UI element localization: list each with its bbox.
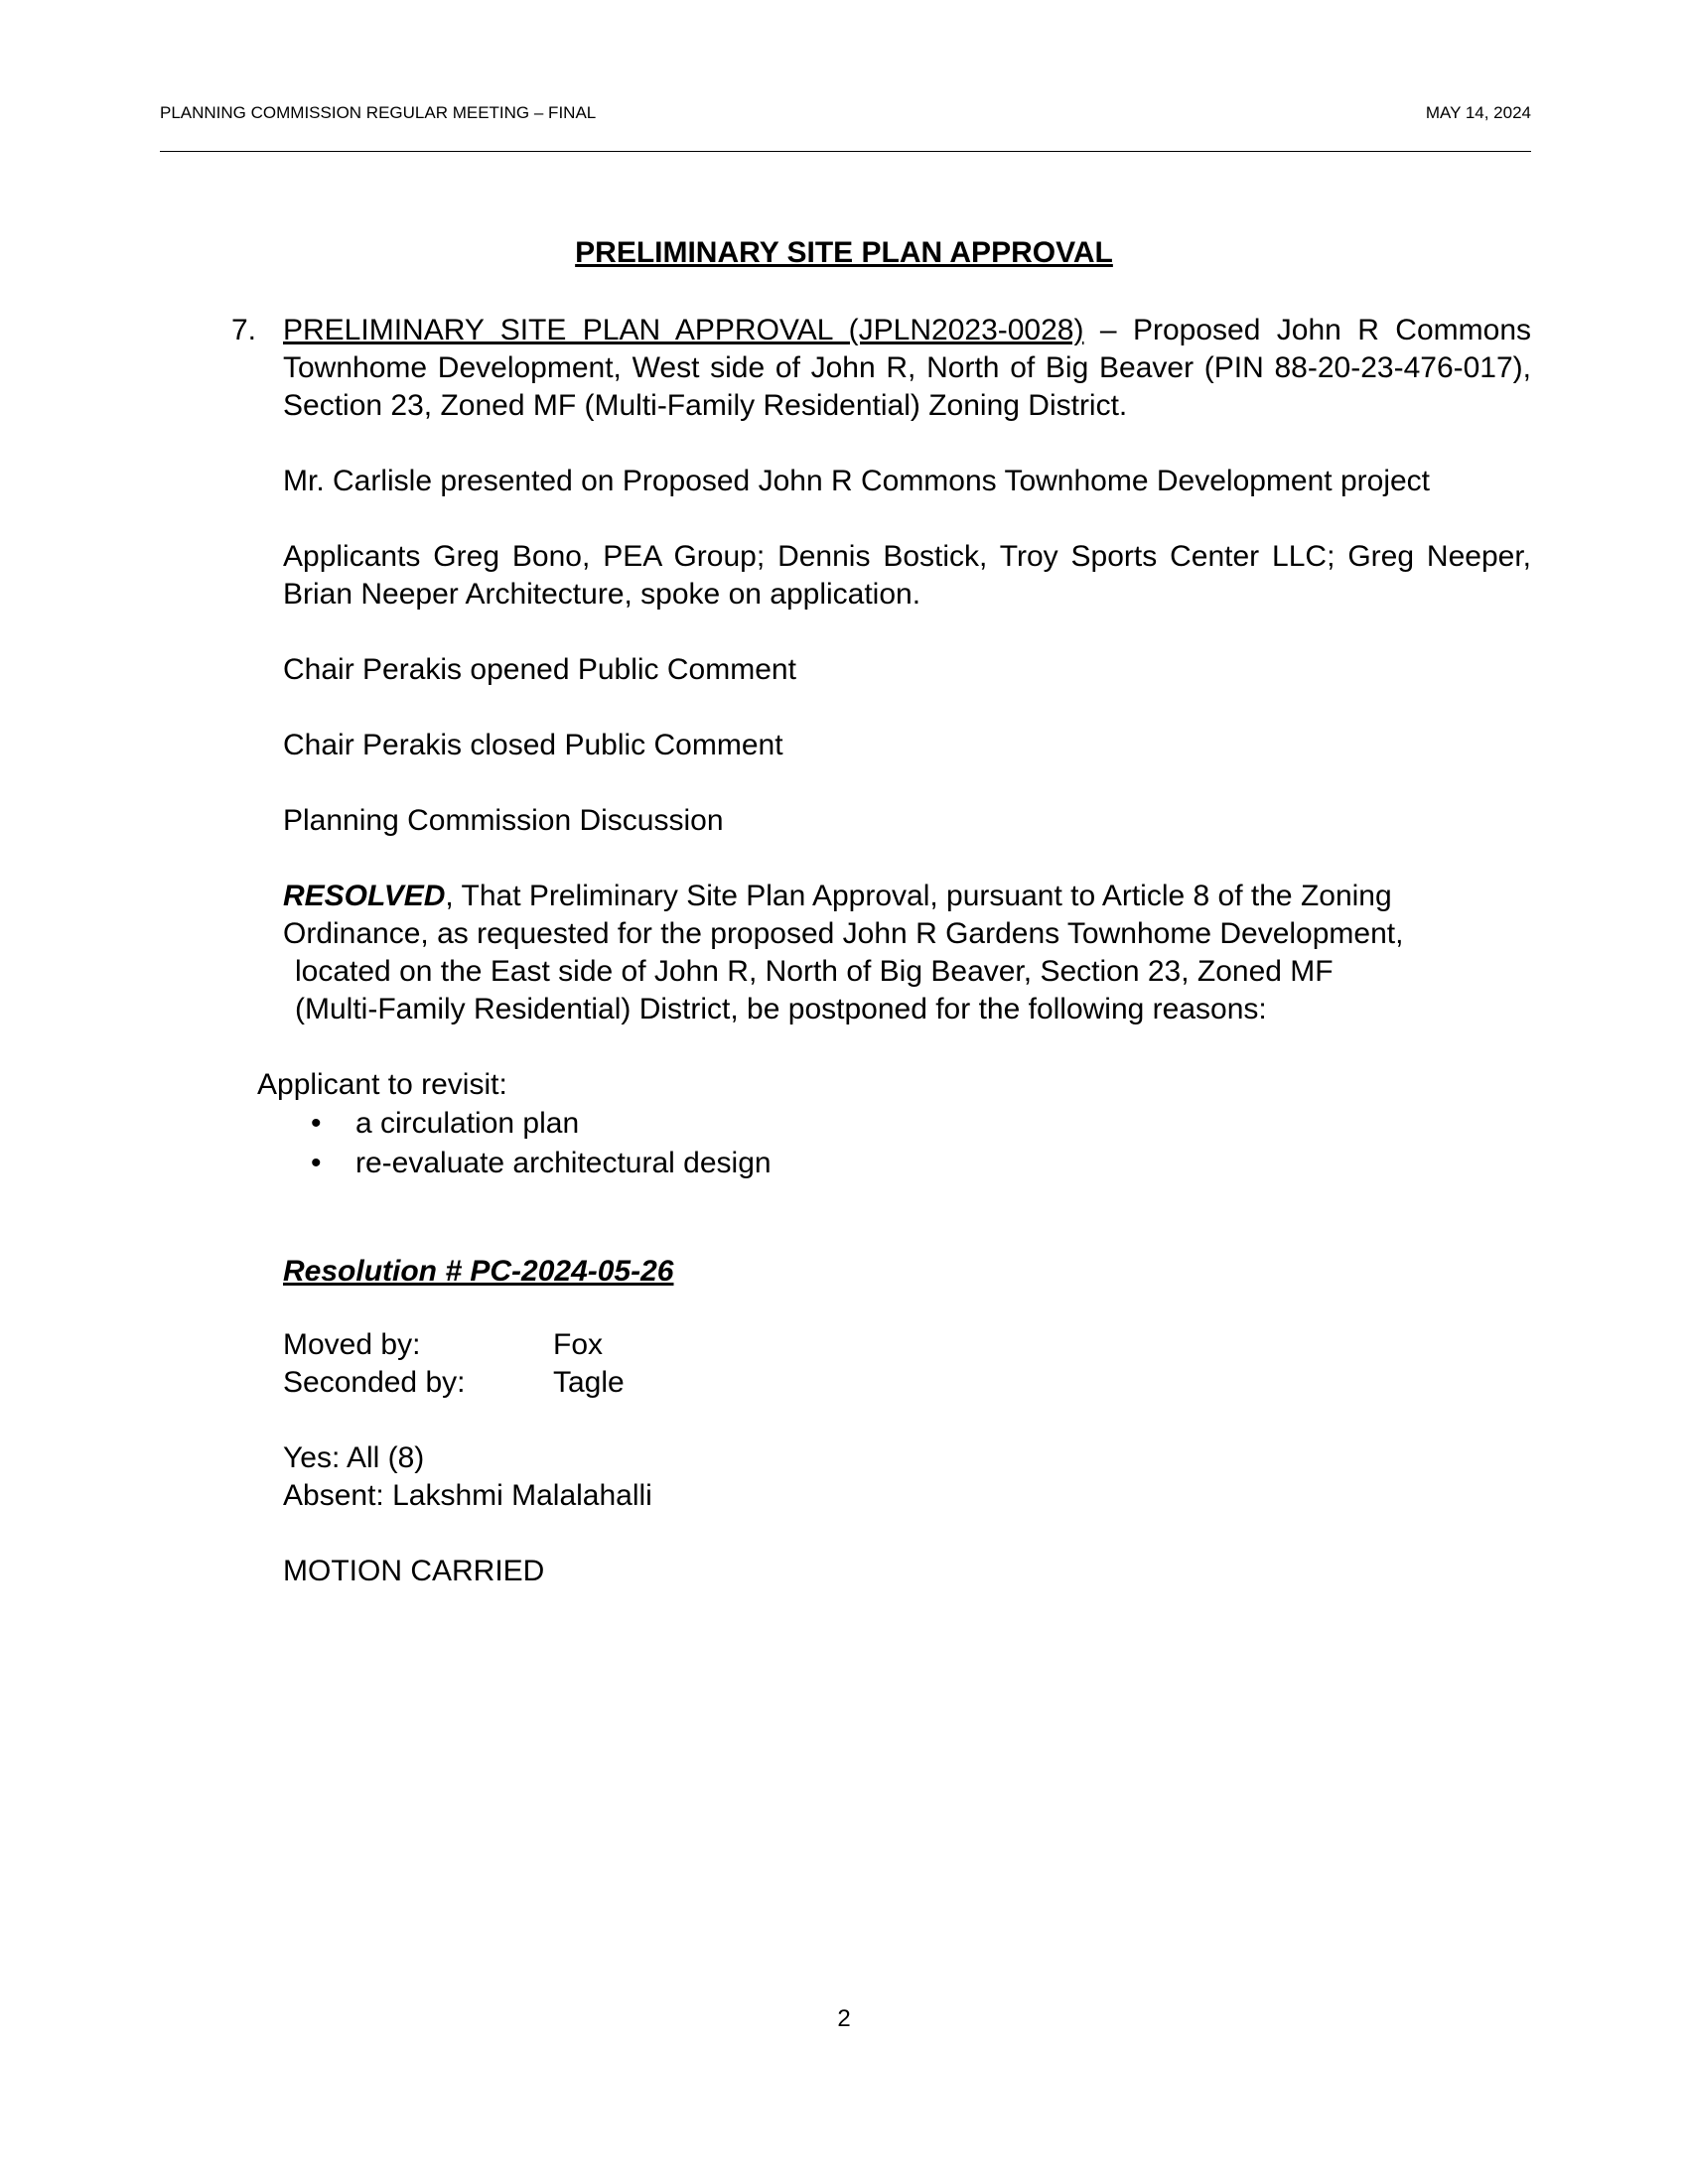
seconded-by-label: Seconded by: <box>283 1366 466 1399</box>
section-title: PRELIMINARY SITE PLAN APPROVAL <box>575 236 1113 269</box>
revisit-intro: Applicant to revisit: <box>257 1068 507 1101</box>
public-comment-closed: Chair Perakis closed Public Comment <box>283 729 783 761</box>
resolution-number: Resolution # PC-2024-05-26 <box>283 1255 674 1288</box>
commission-discussion: Planning Commission Discussion <box>283 804 724 837</box>
list-item: • re-evaluate architectural design <box>283 1144 772 1183</box>
item-text <box>283 312 1531 425</box>
resolution-line-4: (Multi-Family Residential) District, be postponed for the following reasons: <box>295 993 1267 1025</box>
seconded-by-value: Tagle <box>553 1366 625 1399</box>
bullet-icon: • <box>311 1107 322 1140</box>
item-description: – Proposed John R Commons Townhome Development, West side of John R, North of Big Beaver (PIN 88-20-23-476-017), Section 23, Zoned MF (Multi-Family Residential) Zoning District. <box>283 314 1531 422</box>
moved-by-value: Fox <box>553 1328 604 1361</box>
resolution-text <box>283 878 1531 1028</box>
bullet-icon: • <box>311 1147 322 1179</box>
applicants-paragraph: Applicants Greg Bono, PEA Group; Dennis Bostick, Troy Sports Center LLC; Greg Neeper, Brian Neeper Architecture, spoke on application. <box>283 540 1531 611</box>
header-meeting-title: PLANNING COMMISSION REGULAR MEETING – FINAL <box>160 103 597 122</box>
vote-yes: Yes: All (8) <box>283 1441 425 1474</box>
presenter-paragraph: Mr. Carlisle presented on Proposed John R Commons Townhome Development project <box>283 465 1431 497</box>
resolution-line-3: located on the East side of John R, North of Big Beaver, Section 23, Zoned MF <box>295 955 1334 988</box>
item-title: PRELIMINARY SITE PLAN APPROVAL (JPLN2023-0028) <box>283 314 1084 346</box>
header-date: MAY 14, 2024 <box>1425 103 1531 122</box>
moved-by-label: Moved by: <box>283 1328 421 1361</box>
list-item: • a circulation plan <box>283 1104 772 1144</box>
page-header <box>160 103 1531 152</box>
vote-absent: Absent: Lakshmi Malalahalli <box>283 1479 652 1512</box>
reasons-list <box>283 1104 772 1183</box>
agenda-item <box>231 312 1531 425</box>
resolution-line-2: Ordinance, as requested for the proposed John R Gardens Townhome Development, <box>283 917 1404 950</box>
public-comment-opened: Chair Perakis opened Public Comment <box>283 653 796 686</box>
motion-outcome: MOTION CARRIED <box>283 1555 545 1587</box>
resolution-line-1: RESOLVED, That Preliminary Site Plan Approval, pursuant to Article 8 of the Zoning <box>283 880 1392 912</box>
page-number: 2 <box>837 2005 851 2032</box>
resolved-keyword: RESOLVED <box>283 880 446 912</box>
item-number: 7. <box>231 314 257 346</box>
